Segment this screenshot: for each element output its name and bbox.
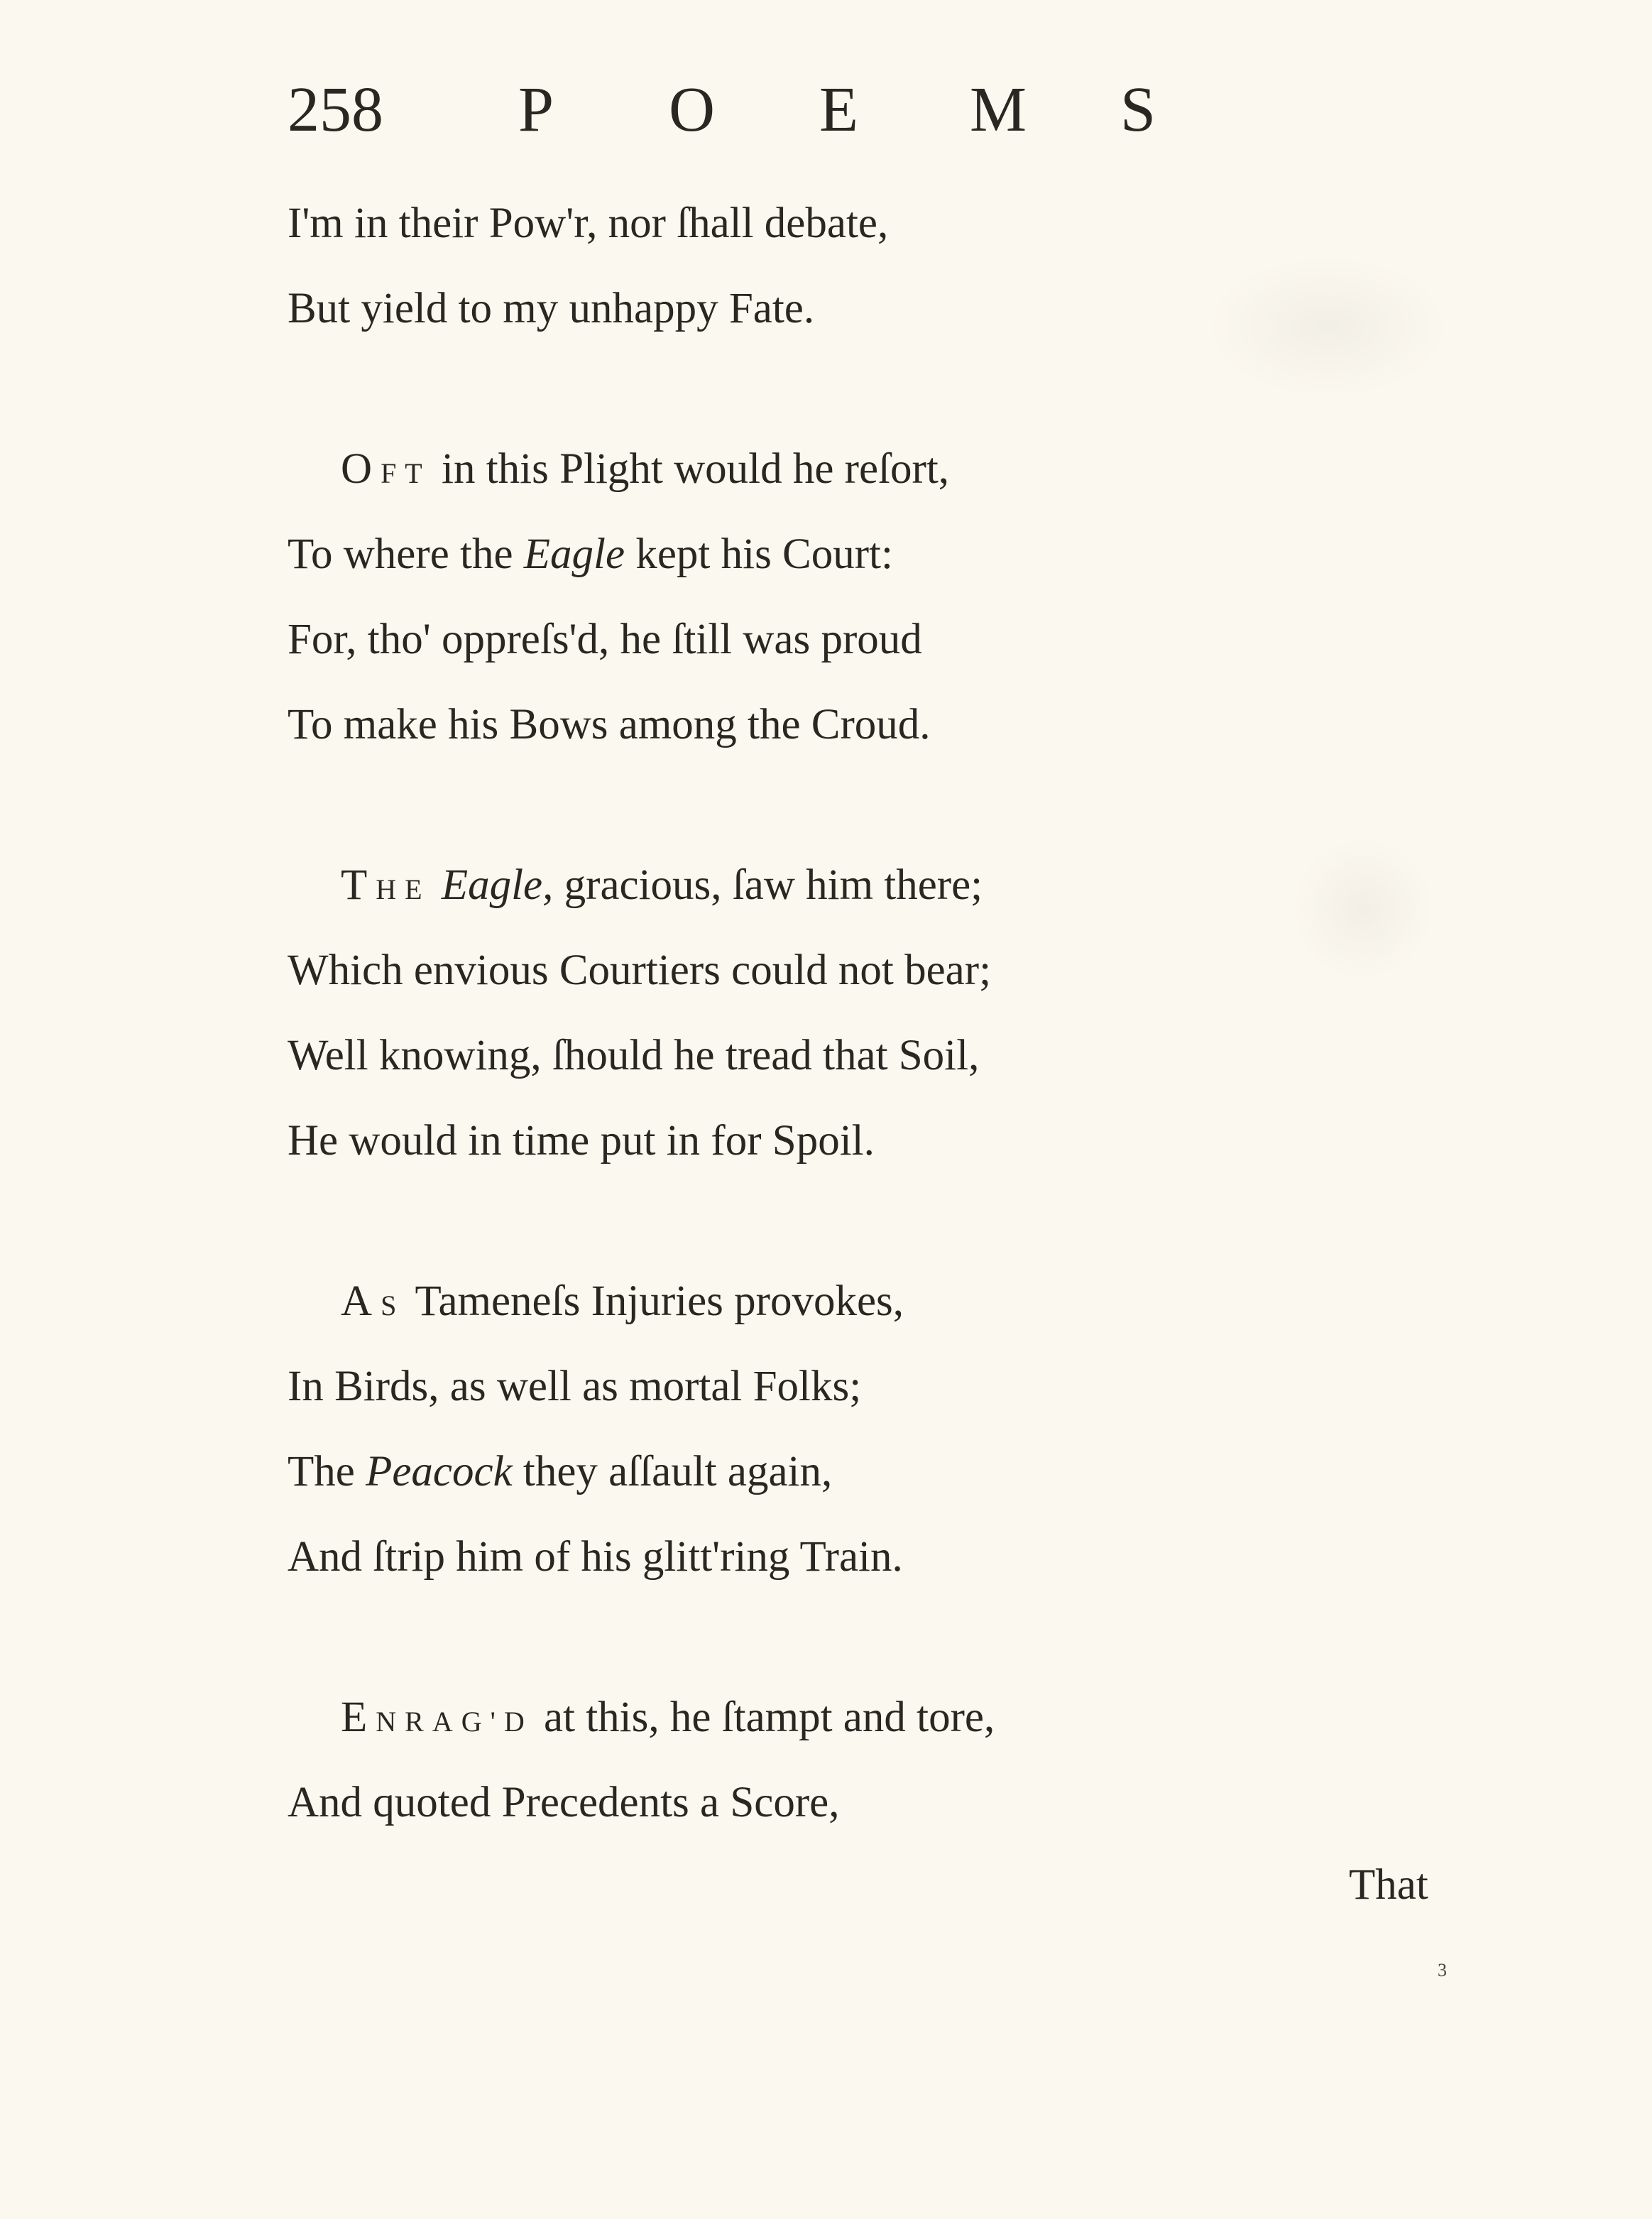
verse-text: To where the	[288, 530, 524, 578]
verse-line	[288, 266, 1395, 351]
verse-text: I'm in their Pow'r, nor ſhall debate,	[288, 200, 889, 247]
verse-text: at this, he ſtampt and tore,	[532, 1694, 995, 1741]
verse-line	[288, 1344, 1395, 1429]
verse-text: The	[288, 1448, 366, 1495]
verse-text: And quoted Precedents a Score,	[288, 1779, 840, 1826]
title-letter: P	[518, 75, 554, 145]
verse-line	[288, 1259, 1395, 1344]
stanza-initial: O	[341, 445, 381, 493]
verse-text: In Birds, as well as mortal Folks;	[288, 1363, 862, 1410]
poem-body	[288, 181, 1395, 1921]
verse-line	[288, 1429, 1395, 1515]
small-caps-word: FT	[381, 457, 431, 489]
small-caps-word: HE	[376, 873, 431, 905]
running-header	[288, 71, 1168, 149]
verse-line	[288, 181, 1395, 266]
verse-text: kept his Court:	[625, 530, 893, 578]
verse-line	[288, 1675, 1395, 1760]
stanza-initial: A	[341, 1277, 381, 1325]
verse-text: He would in time put in for Spoil.	[288, 1117, 875, 1165]
verse-line	[288, 928, 1395, 1013]
stanza-initial: E	[341, 1694, 376, 1741]
verse-text	[431, 861, 442, 909]
verse-line	[288, 1098, 1395, 1184]
verse-line	[288, 682, 1395, 768]
title-letter: S	[1120, 75, 1156, 145]
small-caps-word: NRAG'D	[376, 1706, 533, 1738]
verse-text: Well knowing, ſhould he tread that Soil,	[288, 1032, 980, 1079]
stanza	[288, 1259, 1395, 1600]
stanza	[288, 427, 1395, 768]
verse-line	[288, 512, 1395, 597]
small-caps-word: S	[381, 1290, 405, 1321]
italic-name: Eagle,	[441, 861, 554, 909]
verse-text: But yield to my unhappy Fate.	[288, 285, 815, 332]
verse-text: To make his Bows among the Croud.	[288, 701, 931, 748]
page-number: 258	[288, 75, 383, 145]
stanza	[288, 843, 1395, 1184]
stanza	[288, 1675, 1395, 1845]
title-letter: E	[819, 75, 858, 145]
stanza	[288, 181, 1395, 351]
title-letter: M	[970, 75, 1027, 145]
verse-line	[288, 1013, 1395, 1098]
verse-text: they aſſault again,	[512, 1448, 833, 1495]
verse-line	[288, 427, 1395, 512]
verse-text: gracious, ſaw him there;	[553, 861, 983, 909]
verse-text: For, tho' oppreſs'd, he ſtill was proud	[288, 616, 922, 663]
running-title	[518, 71, 1271, 149]
verse-line	[288, 597, 1395, 682]
verse-text: Tameneſs Injuries provokes,	[405, 1277, 904, 1325]
italic-name: Peacock	[366, 1448, 513, 1495]
verse-text: And ſtrip him of his glitt'ring Train.	[288, 1533, 903, 1581]
verse-text: Which envious Courtiers could not bear;	[288, 947, 992, 994]
italic-name: Eagle	[523, 530, 625, 578]
title-letter: O	[669, 75, 715, 145]
stanza-initial: T	[341, 861, 376, 909]
catchword: That	[1349, 1861, 1428, 1909]
verse-line	[288, 1515, 1395, 1600]
signature-mark: 3	[1438, 1960, 1447, 1980]
verse-text: in this Plight would he reſort,	[430, 445, 950, 493]
verse-line	[288, 1760, 1395, 1845]
verse-line	[288, 843, 1395, 928]
